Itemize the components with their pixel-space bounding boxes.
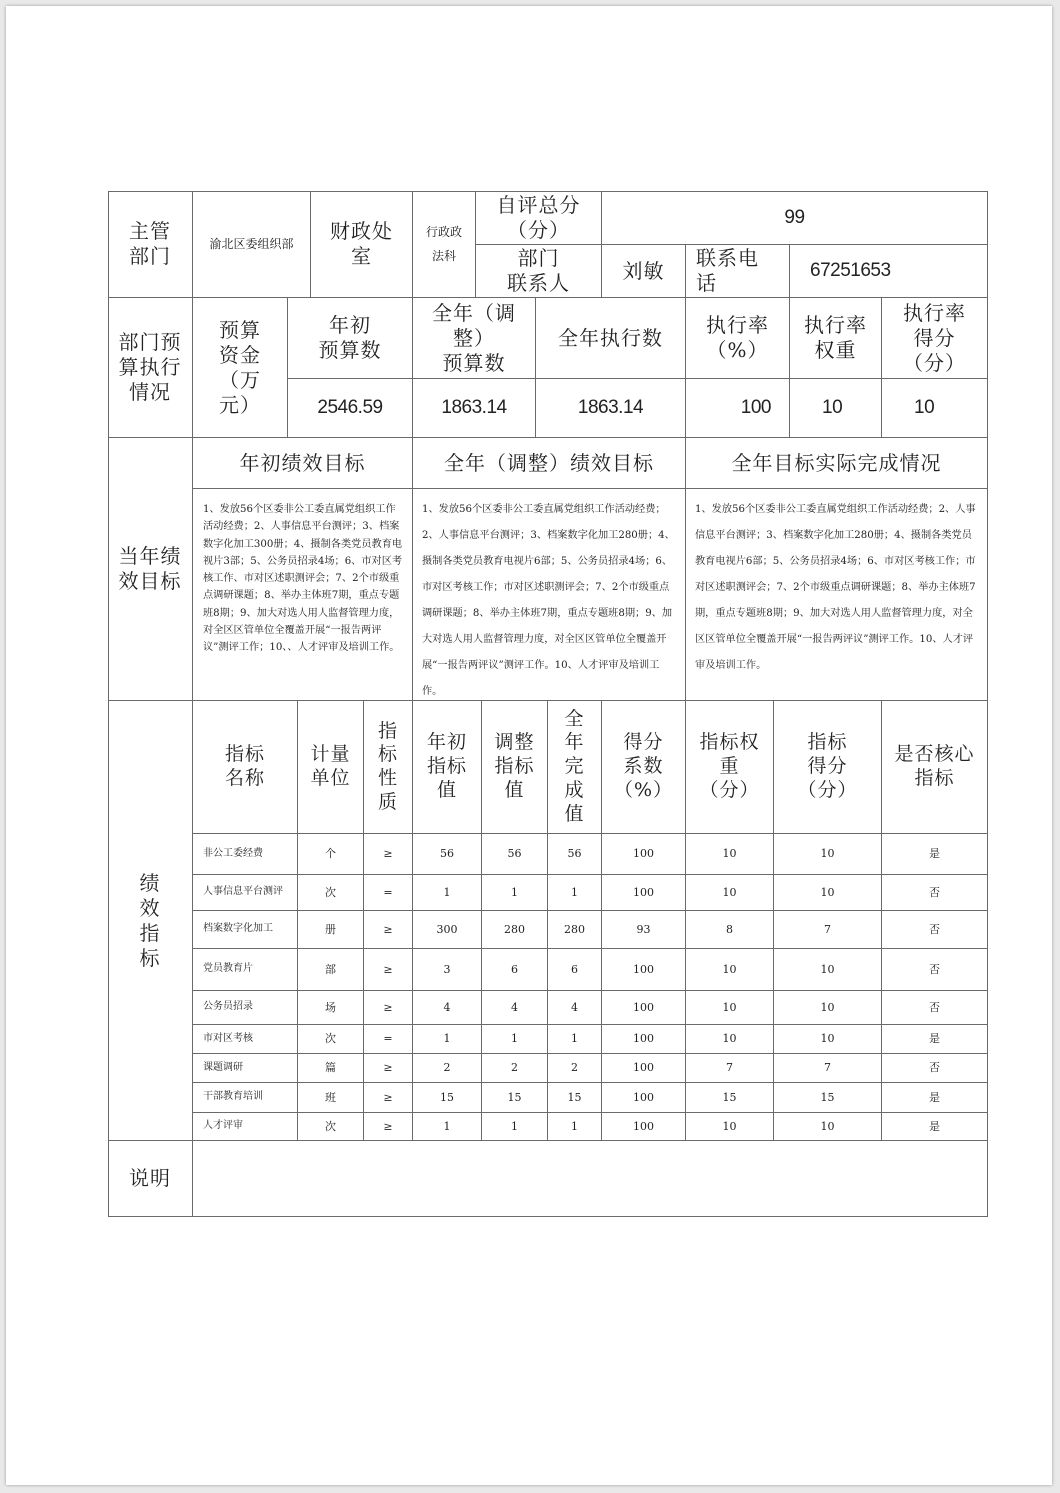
- cell-adjusted-value: 4: [482, 991, 548, 1025]
- cell-initial-value: 1: [413, 875, 482, 911]
- cell-initial-value: 4: [413, 991, 482, 1025]
- cell-is-core: 否: [882, 949, 988, 991]
- cell-score-coef: 100: [602, 991, 686, 1025]
- cell-initial-value: 3: [413, 949, 482, 991]
- cell-weight: 7: [686, 1054, 774, 1083]
- cell-unit: 次: [298, 875, 364, 911]
- exec-rate-value: 100: [686, 379, 790, 438]
- cell-completed-value: 15: [548, 1083, 602, 1113]
- cell-score: 7: [774, 911, 882, 949]
- cell-initial-value: 2: [413, 1054, 482, 1083]
- cell-is-core: 否: [882, 1054, 988, 1083]
- cell-unit: 部: [298, 949, 364, 991]
- cell-indicator-name: 人才评审: [193, 1113, 298, 1141]
- cell-weight: 10: [686, 949, 774, 991]
- cell-nature: ≥: [364, 949, 413, 991]
- indicators-section-label: 绩 效 指 标: [108, 701, 193, 1141]
- cell-is-core: 是: [882, 1025, 988, 1054]
- cell-score-coef: 100: [602, 1113, 686, 1141]
- cell-adjusted-value: 15: [482, 1083, 548, 1113]
- cell-initial-value: 1: [413, 1025, 482, 1054]
- initial-budget-value: 2546.59: [288, 379, 413, 438]
- cell-indicator-name: 公务员招录: [193, 991, 298, 1025]
- cell-completed-value: 1: [548, 1025, 602, 1054]
- goals-col-adjusted: 全年（调整）绩效目标: [413, 438, 686, 489]
- cell-nature: =: [364, 1025, 413, 1054]
- cell-score: 15: [774, 1083, 882, 1113]
- cell-completed-value: 56: [548, 834, 602, 875]
- header-initial-value: 年初 指标 值: [413, 701, 482, 834]
- phone-label: 联系电 话: [686, 245, 790, 298]
- notes-label: 说明: [108, 1141, 193, 1217]
- cell-score-coef: 100: [602, 1083, 686, 1113]
- score-label: 自评总分 （分）: [476, 191, 602, 245]
- cell-initial-value: 15: [413, 1083, 482, 1113]
- notes-value: [193, 1141, 988, 1217]
- header-indicator-name: 指标 名称: [193, 701, 298, 834]
- cell-weight: 10: [686, 1113, 774, 1141]
- cell-weight: 10: [686, 1025, 774, 1054]
- col-exec-score: 执行率 得分 （分）: [882, 298, 988, 379]
- goals-initial-text: 1、发放56个区委非公工委直属党组织工作活动经费；2、人事信息平台测评；3、档案数字化加工300册；4、摄制各类党员教育电视片3部；5、公务员招录4场；6、市对区考核工作、市对区述职测评会；7、2个市级重点调研课题；8、举办主体班7期，重点专题班8期；9、加大对选人用人监督管理力度，对全区区管单位全覆盖开展“一报告两评议”测评工作；10、、人才评审及培训工作。: [193, 489, 413, 701]
- cell-score: 10: [774, 834, 882, 875]
- cell-nature: ≥: [364, 834, 413, 875]
- cell-nature: ≥: [364, 1113, 413, 1141]
- cell-unit: 场: [298, 991, 364, 1025]
- cell-weight: 10: [686, 875, 774, 911]
- cell-adjusted-value: 6: [482, 949, 548, 991]
- header-adjusted-value: 调整 指标 值: [482, 701, 548, 834]
- goals-adjusted-text: 1、发放56个区委非公工委直属党组织工作活动经费；2、人事信息平台测评；3、档案数字化加工280册；4、摄制各类党员教育电视片6部；5、公务员招录4场；6、市对区考核工作；市对区述职测评会；7、2个市级重点调研课题；8、举办主体班7期，重点专题班8期；9、加大对选人用人监督管理力度，对全区区管单位全覆盖开展“一报告两评议”测评工作。10、人才评审及培训工作。: [413, 489, 686, 701]
- cell-score-coef: 100: [602, 834, 686, 875]
- cell-indicator-name: 党员教育片: [193, 949, 298, 991]
- header-score: 指标 得分 （分）: [774, 701, 882, 834]
- cell-score-coef: 100: [602, 949, 686, 991]
- cell-indicator-name: 非公工委经费: [193, 834, 298, 875]
- cell-unit: 次: [298, 1113, 364, 1141]
- cell-adjusted-value: 56: [482, 834, 548, 875]
- cell-unit: 个: [298, 834, 364, 875]
- cell-initial-value: 56: [413, 834, 482, 875]
- cell-score: 10: [774, 949, 882, 991]
- cell-score: 10: [774, 991, 882, 1025]
- phone-value: 67251653: [790, 245, 988, 298]
- cell-adjusted-value: 2: [482, 1054, 548, 1083]
- cell-nature: ≥: [364, 1083, 413, 1113]
- cell-indicator-name: 人事信息平台测评: [193, 875, 298, 911]
- col-exec-weight: 执行率 权重: [790, 298, 882, 379]
- cell-adjusted-value: 1: [482, 1113, 548, 1141]
- goals-section-label: 当年绩 效目标: [108, 438, 193, 701]
- col-adjusted-budget: 全年（调 整） 预算数: [413, 298, 536, 379]
- cell-is-core: 否: [882, 991, 988, 1025]
- cell-unit: 册: [298, 911, 364, 949]
- header-score-coef: 得分 系数 （%）: [602, 701, 686, 834]
- cell-unit: 篇: [298, 1054, 364, 1083]
- cell-weight: 8: [686, 911, 774, 949]
- score-value: 99: [602, 191, 988, 245]
- col-initial-budget: 年初 预算数: [288, 298, 413, 379]
- cell-is-core: 是: [882, 834, 988, 875]
- exec-score-value: 10: [882, 379, 988, 438]
- cell-score-coef: 100: [602, 1054, 686, 1083]
- cell-score-coef: 100: [602, 1025, 686, 1054]
- cell-weight: 15: [686, 1083, 774, 1113]
- cell-initial-value: 1: [413, 1113, 482, 1141]
- contact-label: 部门 联系人: [476, 245, 602, 298]
- cell-indicator-name: 课题调研: [193, 1054, 298, 1083]
- executed-value: 1863.14: [536, 379, 686, 438]
- cell-nature: ≥: [364, 991, 413, 1025]
- goals-col-actual: 全年目标实际完成情况: [686, 438, 988, 489]
- header-nature: 指 标 性 质: [364, 701, 413, 834]
- cell-adjusted-value: 280: [482, 911, 548, 949]
- col-exec-rate: 执行率 （%）: [686, 298, 790, 379]
- cell-indicator-name: 市对区考核: [193, 1025, 298, 1054]
- adjusted-budget-value: 1863.14: [413, 379, 536, 438]
- cell-score-coef: 100: [602, 875, 686, 911]
- header-is-core: 是否核心 指标: [882, 701, 988, 834]
- goals-col-initial: 年初绩效目标: [193, 438, 413, 489]
- cell-unit: 班: [298, 1083, 364, 1113]
- cell-score: 10: [774, 875, 882, 911]
- cell-weight: 10: [686, 834, 774, 875]
- budget-section-label: 部门预 算执行 情况: [108, 298, 193, 438]
- cell-completed-value: 1: [548, 875, 602, 911]
- cell-is-core: 否: [882, 875, 988, 911]
- cell-initial-value: 300: [413, 911, 482, 949]
- cell-weight: 10: [686, 991, 774, 1025]
- cell-completed-value: 1: [548, 1113, 602, 1141]
- dept-value: 渝北区委组织部: [193, 191, 311, 298]
- cell-is-core: 是: [882, 1083, 988, 1113]
- cell-completed-value: 280: [548, 911, 602, 949]
- cell-completed-value: 2: [548, 1054, 602, 1083]
- cell-completed-value: 6: [548, 949, 602, 991]
- cell-indicator-name: 干部教育培训: [193, 1083, 298, 1113]
- cell-nature: =: [364, 875, 413, 911]
- dept-label: 主管 部门: [108, 191, 193, 298]
- header-weight: 指标权 重 （分）: [686, 701, 774, 834]
- cell-score-coef: 93: [602, 911, 686, 949]
- cell-score: 10: [774, 1113, 882, 1141]
- cell-adjusted-value: 1: [482, 1025, 548, 1054]
- cell-adjusted-value: 1: [482, 875, 548, 911]
- exec-weight-value: 10: [790, 379, 882, 438]
- header-unit: 计量 单位: [298, 701, 364, 834]
- cell-nature: ≥: [364, 1054, 413, 1083]
- cell-indicator-name: 档案数字化加工: [193, 911, 298, 949]
- cell-is-core: 否: [882, 911, 988, 949]
- col-executed: 全年执行数: [536, 298, 686, 379]
- cell-score: 10: [774, 1025, 882, 1054]
- cell-completed-value: 4: [548, 991, 602, 1025]
- cell-nature: ≥: [364, 911, 413, 949]
- header-completed-value: 全 年 完 成 值: [548, 701, 602, 834]
- cell-is-core: 是: [882, 1113, 988, 1141]
- office-label: 财政处 室: [311, 191, 413, 298]
- cell-unit: 次: [298, 1025, 364, 1054]
- goals-actual-text: 1、发放56个区委非公工委直属党组织工作活动经费；2、人事信息平台测评；3、档案数字化加工280册；4、摄制各类党员教育电视片6部；5、公务员招录4场；6、市对区考核工作；市对区述职测评会；7、2个市级重点调研课题；8、举办主体班7期，重点专题班8期；9、加大对选人用人监督管理力度，对全区区管单位全覆盖开展“一报告两评议”测评工作。10、人才评审及培训工作。: [686, 489, 988, 701]
- cell-score: 7: [774, 1054, 882, 1083]
- budget-fund-label: 预算 资金 （万 元）: [193, 298, 288, 438]
- office-value: 行政政 法科: [413, 191, 476, 298]
- contact-name: 刘敏: [602, 245, 686, 298]
